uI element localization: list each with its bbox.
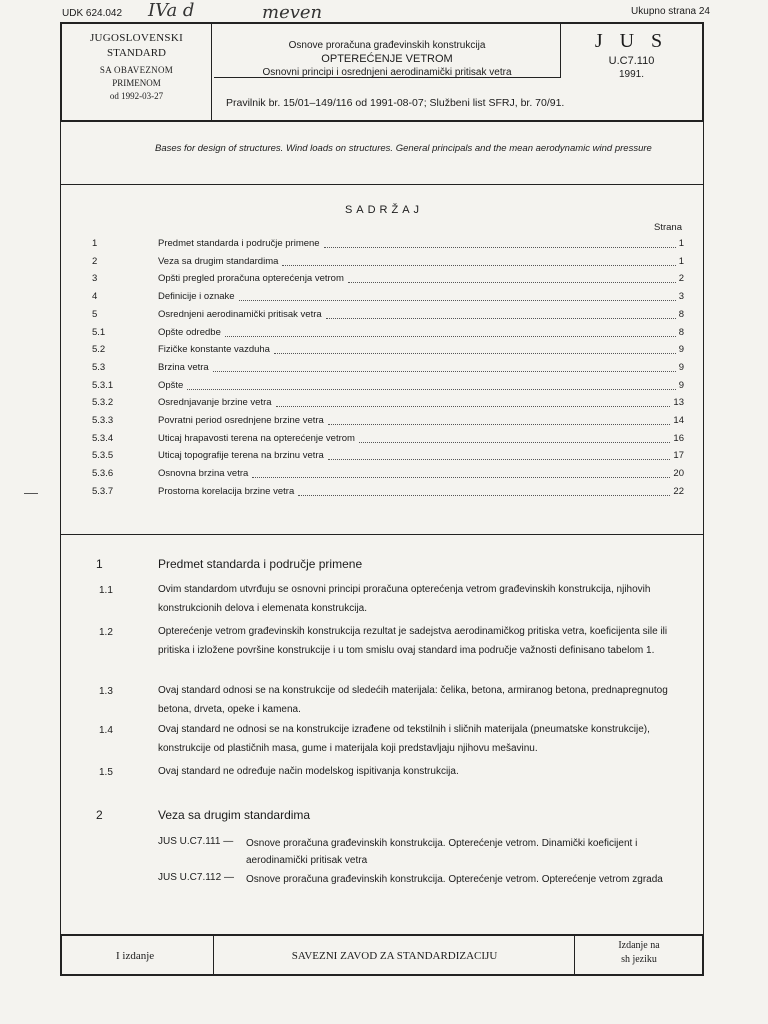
toc-entry-number: 5.1 — [92, 326, 106, 338]
toc-entry-number: 5.3.5 — [92, 450, 114, 462]
toc-entry-number: 5 — [92, 308, 98, 320]
org-date: od 1992-03-27 — [109, 91, 164, 101]
toc-entry-title: Opšte — [158, 379, 184, 391]
toc-entry-page: 9 — [678, 379, 684, 391]
toc-entry-page: 1 — [678, 238, 684, 249]
language-line: sh jeziku — [621, 954, 657, 965]
total-pages: Ukupno strana 24 — [631, 6, 710, 17]
toc-entry — [92, 380, 684, 397]
standard-year: 1991. — [618, 69, 645, 80]
toc-entry-number: 5.3.4 — [92, 432, 114, 444]
toc-entry — [92, 468, 684, 485]
toc-entry-title: Prostorna korelacija brzine vetra — [158, 485, 295, 497]
toc-leader-dots — [274, 353, 676, 354]
toc-entry-title: Osrednjavanje brzine vetra — [158, 397, 272, 409]
toc-entry-page: 17 — [673, 450, 684, 462]
toc-entry-page: 22 — [673, 485, 684, 497]
toc-entry — [92, 273, 684, 290]
toc-leader-dots — [328, 459, 670, 460]
paragraph-number: 1.2 — [99, 627, 113, 638]
jus-label: J U S — [594, 30, 669, 52]
toc-entry — [92, 309, 684, 326]
paragraph-text: Opterećenje vetrom građevinskih konstrukcija rezultat je sadejstva aerodinamičkog pritiska vetra, koeficijenta sile ili pritiska i izložene površine konstrukcije i u tom smislu ovaj standard ima područje važnosti definisano tabelom 1. — [158, 626, 668, 656]
toc-entry-number: 5.3.1 — [92, 379, 114, 391]
toc-leader-dots — [298, 495, 670, 496]
toc-entry-number: 5.3.3 — [92, 415, 114, 426]
divider — [60, 534, 704, 535]
paragraph-number: 1.3 — [99, 686, 113, 697]
publisher-name: SAVEZNI ZAVOD ZA STANDARDIZACIJU — [215, 936, 575, 974]
toc-entry-title: Uticaj topografije terena na brzinu vetra — [158, 450, 324, 462]
toc-entry — [92, 238, 684, 255]
toc-entry — [92, 291, 684, 308]
toc-entry-title: Definicije i oznake — [158, 291, 235, 303]
paragraph-number: 1.5 — [99, 767, 113, 778]
toc-entry-page: 1 — [678, 255, 684, 267]
standard-org-block — [62, 24, 212, 120]
section-number: 1 — [96, 557, 103, 571]
toc-entry — [92, 486, 684, 503]
toc-entry-number: 5.3.2 — [92, 397, 114, 409]
udk-code: UDK 624.042 — [62, 8, 123, 19]
footer-box — [60, 934, 704, 976]
toc-entry-page: 2 — [678, 273, 684, 285]
title-line: Osnove proračuna građevinskih konstrukcija — [288, 40, 486, 51]
standard-code: U.C7.110 — [608, 55, 655, 67]
handwritten-note: IVa d — [148, 0, 195, 21]
toc-entry — [92, 256, 684, 273]
toc-entry-title: Veza sa drugim standardima — [158, 255, 279, 267]
margin-mark — [24, 493, 38, 494]
paragraph-number: 1.4 — [99, 725, 113, 736]
org-line: STANDARD — [106, 47, 166, 59]
paragraph-text: Ovaj standard ne odnosi se na konstrukcije izrađene od tekstilnih i sličnih materijala (pneumatske konstrukcije), konstrukcije od plastičnih masa, gume i materijala koji predstavljaju njihovu mešavinu. — [158, 724, 650, 754]
paragraph-text: Ovaj standard ne određuje način modelskog ispitivanja konstrukcija. — [158, 766, 459, 777]
toc-leader-dots — [187, 389, 676, 390]
toc-entry-page: 16 — [673, 432, 684, 444]
toc-page-header: Strana — [654, 222, 682, 233]
toc-entry-number: 5.3.7 — [92, 485, 114, 497]
title-line: Osnovni principi i osrednjeni aerodinamički pritisak vetra — [262, 67, 512, 78]
toc-entry — [92, 433, 684, 450]
toc-entry — [92, 344, 684, 361]
toc-entry — [92, 362, 684, 379]
toc-entry-page: 20 — [673, 468, 684, 480]
toc-leader-dots — [348, 282, 676, 283]
paragraph-number: 1.1 — [99, 585, 113, 596]
org-line: JUGOSLOVENSKI — [89, 32, 184, 44]
section-number: 2 — [96, 808, 103, 822]
toc-entry-number: 4 — [92, 291, 98, 303]
toc-entry-page: 8 — [678, 308, 684, 320]
toc-entry-number: 3 — [92, 273, 98, 285]
toc-entry — [92, 327, 684, 344]
toc-entry-title: Povratni period osrednjene brzine vetra — [158, 415, 324, 426]
toc-entry-title: Predmet standarda i područje primene — [158, 238, 320, 249]
section-title: Veza sa drugim standardima — [158, 808, 311, 822]
divider — [60, 184, 704, 185]
toc-title: SADRŽAJ — [344, 204, 424, 216]
toc-entry-number: 1 — [92, 238, 98, 249]
toc-entry-title: Brzina vetra — [158, 361, 209, 373]
toc-entry-page: 3 — [678, 291, 684, 303]
header-box — [60, 22, 704, 122]
english-title: Bases for design of structures. Wind loads on structures. General principals and the mean aerodynamic wind pressure — [155, 143, 652, 154]
edition-label: I izdanje — [62, 936, 214, 974]
language-edition — [576, 936, 702, 974]
toc-entry-number: 5.3.6 — [92, 468, 114, 480]
org-line: SA OBAVEZNOM — [99, 65, 174, 75]
toc-entry-page: 9 — [678, 344, 684, 356]
handwritten-note: meven — [262, 2, 323, 23]
toc-entry-number: 5.2 — [92, 344, 106, 356]
toc-entry — [92, 415, 684, 432]
toc-entry — [92, 397, 684, 414]
toc-leader-dots — [225, 336, 676, 337]
title-main: OPTEREĆENJE VETROM — [321, 53, 453, 65]
toc-entry-page: 14 — [673, 415, 684, 426]
toc-entry — [92, 450, 684, 467]
toc-leader-dots — [328, 424, 670, 425]
toc-entry-title: Osrednjeni aerodinamički pritisak vetra — [158, 308, 322, 320]
jus-code-block — [561, 24, 702, 120]
toc-entry-page: 9 — [678, 361, 684, 373]
toc-entry-title: Fizičke konstante vazduha — [158, 344, 270, 356]
toc-leader-dots — [326, 318, 676, 319]
section-title: Predmet standarda i područje primene — [158, 557, 363, 571]
reference-text: Osnove proračuna građevinskih konstrukcija. Opterećenje vetrom. Opterećenje vetrom zgrada — [246, 874, 663, 885]
toc-leader-dots — [324, 247, 676, 248]
toc-entry-title: Osnovna brzina vetra — [158, 468, 249, 480]
toc-leader-dots — [213, 371, 676, 372]
toc-entry-title: Opšti pregled proračuna opterećenja vetrom — [158, 273, 344, 285]
document-title-block — [214, 24, 561, 78]
org-line: PRIMENOM — [112, 78, 161, 88]
toc-entry-page: 13 — [673, 397, 684, 409]
toc-leader-dots — [239, 300, 676, 301]
toc-leader-dots — [252, 477, 670, 478]
reference-text: Osnove proračuna građevinskih konstrukcija. Opterećenje vetrom. Dinamički koeficijent i aerodinamički pritisak vetra — [246, 838, 638, 866]
language-line: Izdanje na — [618, 940, 660, 951]
toc-leader-dots — [282, 265, 676, 266]
toc-entry-title: Opšte odredbe — [158, 326, 221, 338]
toc-entry-page: 8 — [678, 326, 684, 338]
paragraph-text: Ovaj standard odnosi se na konstrukcije od sledećih materijala: čelika, betona, armiranog betona, prednapregnutog betona, drveta, opeke i kamena. — [158, 685, 668, 715]
toc-entry-title: Uticaj hrapavosti terena na opterećenje vetrom — [158, 432, 355, 444]
regulation-reference: Pravilnik br. 15/01–149/116 od 1991-08-07; Službeni list SFRJ, br. 70/91. — [226, 97, 565, 109]
reference-code: JUS U.C7.111 — — [158, 836, 234, 847]
toc-leader-dots — [276, 406, 670, 407]
reference-code: JUS U.C7.112 — — [158, 872, 234, 883]
paragraph-text: Ovim standardom utvrđuju se osnovni principi proračuna opterećenja vetrom građevinskih konstrukcija, njihovih konstrukcionih delova i elemenata konstrukcija. — [158, 584, 651, 614]
toc-leader-dots — [359, 442, 670, 443]
toc-entry-number: 2 — [92, 255, 98, 267]
toc-entry-number: 5.3 — [92, 361, 106, 373]
